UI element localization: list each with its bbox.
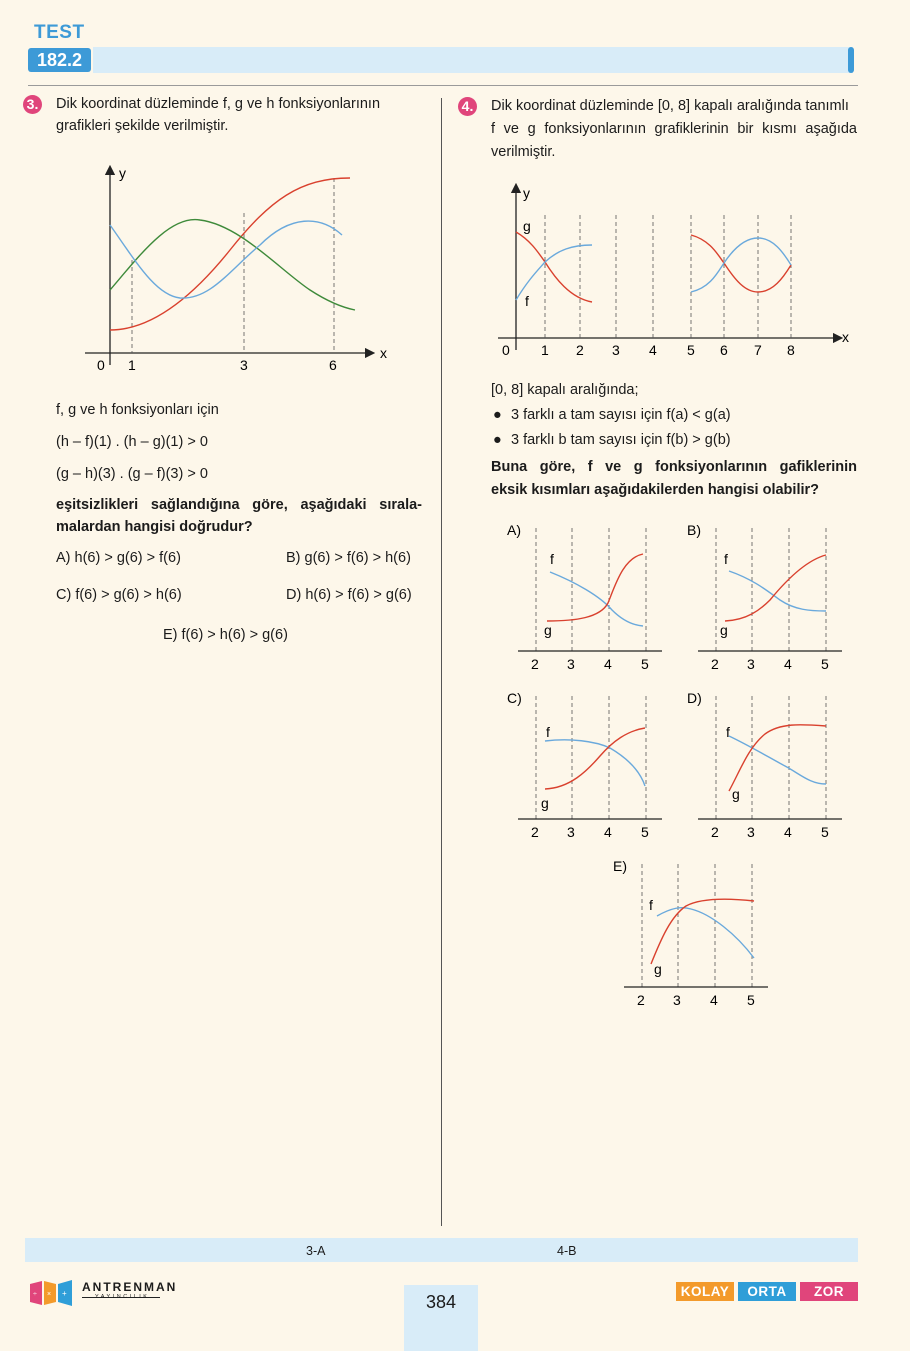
q4-g-left [516, 232, 592, 302]
q4-tick: 0 [502, 342, 510, 358]
q4-option-d-tick: 5 [821, 824, 829, 840]
q4-option-d-tick: 3 [747, 824, 755, 840]
q4-option-e-g: g [654, 961, 662, 977]
q4-option-b-tick: 4 [784, 656, 792, 672]
q4-x-label: x [842, 329, 849, 345]
q4-option-d-tick: 2 [711, 824, 719, 840]
bullet-icon: ● [493, 407, 502, 423]
answer-3: 3-A [306, 1244, 326, 1258]
q4-option-c-g: g [541, 795, 549, 811]
q4-interval-line: [0, 8] kapalı aralığında; [491, 382, 639, 398]
q3-tick-3: 3 [240, 357, 248, 373]
q4-option-a-f: f [550, 551, 554, 567]
q4-option-c-tick: 2 [531, 824, 539, 840]
q3-option-d[interactable]: D) h(6) > f(6) > g(6) [286, 587, 412, 603]
q4-option-b-tick: 3 [747, 656, 755, 672]
column-divider [441, 98, 442, 1226]
q3-cond1: (h – f)(1) . (h – g)(1) > 0 [56, 434, 208, 450]
q4-option-e[interactable] [611, 854, 771, 1014]
header-divider [28, 85, 858, 86]
q4-tick: 1 [541, 342, 549, 358]
q4-prompt-line2: f ve g fonksiyonlarının grafiklerinin bir kısmı aşağıda [491, 121, 857, 137]
q4-option-b[interactable] [685, 518, 845, 678]
q3-graph [80, 160, 400, 380]
svg-text:+: + [62, 1289, 67, 1298]
q4-option-a[interactable] [505, 518, 665, 678]
question-4-badge: 4. [458, 97, 477, 116]
q4-option-e-label: E) [613, 858, 627, 874]
q3-y-label: y [119, 165, 126, 181]
q3-curve-blue [110, 221, 342, 298]
q4-tick: 8 [787, 342, 795, 358]
q4-option-b-f: f [724, 551, 728, 567]
q3-prompt-line2: grafikleri şekilde verilmiştir. [56, 118, 229, 134]
q4-option-d-g: g [732, 786, 740, 802]
q4-option-c-tick: 4 [604, 824, 612, 840]
q4-question-line2: eksik kısımları aşağıdakilerden hangisi olabilir? [491, 482, 819, 498]
q4-option-d[interactable] [685, 686, 845, 846]
q4-option-a-label: A) [507, 522, 521, 538]
q4-option-e-tick: 3 [673, 992, 681, 1008]
q4-option-b-label: B) [687, 522, 701, 538]
header-bar-end [848, 47, 854, 73]
svg-text:÷: ÷ [33, 1291, 37, 1298]
test-number-badge: 182.2 [28, 48, 91, 72]
q4-y-label: y [523, 185, 530, 201]
level-kolay: KOLAY [676, 1282, 734, 1301]
q4-tick: 5 [687, 342, 695, 358]
q4-option-e-tick: 2 [637, 992, 645, 1008]
q4-option-a-tick: 2 [531, 656, 539, 672]
q4-tick: 3 [612, 342, 620, 358]
test-label: TEST [34, 22, 85, 43]
q4-option-c-label: C) [507, 690, 522, 706]
q4-option-a-g: g [544, 622, 552, 638]
q4-option-c-f: f [546, 724, 550, 740]
q3-option-a[interactable]: A) h(6) > g(6) > f(6) [56, 550, 181, 566]
q4-option-b-tick: 2 [711, 656, 719, 672]
q4-option-e-tick: 5 [747, 992, 755, 1008]
brand-name: ANTRENMAN [82, 1280, 178, 1294]
q3-question-line2: malardan hangisi doğrudur? [56, 519, 253, 535]
q4-tick: 6 [720, 342, 728, 358]
q3-question-line1: eşitsizlikleri sağlandığına göre, aşağıdaki sırala- [56, 497, 422, 513]
q4-option-d-tick: 4 [784, 824, 792, 840]
page-number: 384 [425, 1292, 457, 1312]
q4-option-d-f: f [726, 724, 730, 740]
q3-option-b[interactable]: B) g(6) > f(6) > h(6) [286, 550, 411, 566]
q4-question-line1: Buna göre, f ve g fonksiyonlarının gafiklerinin [491, 459, 857, 475]
q3-x-label: x [380, 345, 387, 361]
q3-prompt-line1: Dik koordinat düzleminde f, g ve h fonksiyonlarının [56, 96, 381, 112]
q3-origin-label: 0 [97, 357, 105, 373]
q4-tick: 2 [576, 342, 584, 358]
q3-option-e[interactable]: E) f(6) > h(6) > g(6) [163, 627, 288, 643]
q4-f-label: f [525, 293, 529, 309]
q4-guides [545, 215, 791, 338]
q4-bullet2: 3 farklı b tam sayısı için f(b) > g(b) [511, 432, 731, 448]
q4-option-e-tick: 4 [710, 992, 718, 1008]
level-zor: ZOR [800, 1282, 858, 1301]
q4-option-c-tick: 3 [567, 824, 575, 840]
bullet-icon: ● [493, 432, 502, 448]
q4-prompt-line3: verilmiştir. [491, 144, 556, 160]
q4-option-b-g: g [720, 622, 728, 638]
q4-prompt-line1: Dik koordinat düzleminde [0, 8] kapalı aralığında tanımlı [491, 98, 849, 114]
q4-bullet1: 3 farklı a tam sayısı için f(a) < g(a) [511, 407, 731, 423]
answer-key-bar [25, 1238, 858, 1262]
q4-option-a-tick: 4 [604, 656, 612, 672]
q4-graph [490, 180, 860, 365]
question-3-badge: 3. [23, 95, 42, 114]
brand-logo-icon [28, 1278, 78, 1308]
svg-text:×: × [47, 1291, 52, 1298]
q3-tick-6: 6 [329, 357, 337, 373]
level-orta: ORTA [738, 1282, 796, 1301]
q4-option-b-tick: 5 [821, 656, 829, 672]
q4-option-a-tick: 5 [641, 656, 649, 672]
q3-cond2: (g – h)(3) . (g – f)(3) > 0 [56, 466, 208, 482]
q3-tick-1: 1 [128, 357, 136, 373]
q3-cond-intro: f, g ve h fonksiyonları için [56, 402, 219, 418]
answer-4: 4-B [557, 1244, 577, 1258]
q4-option-c[interactable] [505, 686, 665, 846]
q4-option-d-label: D) [687, 690, 702, 706]
q4-option-c-tick: 5 [641, 824, 649, 840]
q4-option-a-tick: 3 [567, 656, 575, 672]
q3-curve-green [110, 220, 355, 310]
q4-option-e-f: f [649, 897, 653, 913]
q4-f-left [516, 245, 592, 300]
q4-g-label: g [523, 218, 531, 234]
q4-tick: 4 [649, 342, 657, 358]
q4-tick: 7 [754, 342, 762, 358]
q3-option-c[interactable]: C) f(6) > g(6) > h(6) [56, 587, 182, 603]
header-bar [93, 47, 853, 73]
q3-curve-red [110, 178, 350, 330]
brand-subtitle: YAYINCILIK [95, 1294, 150, 1300]
